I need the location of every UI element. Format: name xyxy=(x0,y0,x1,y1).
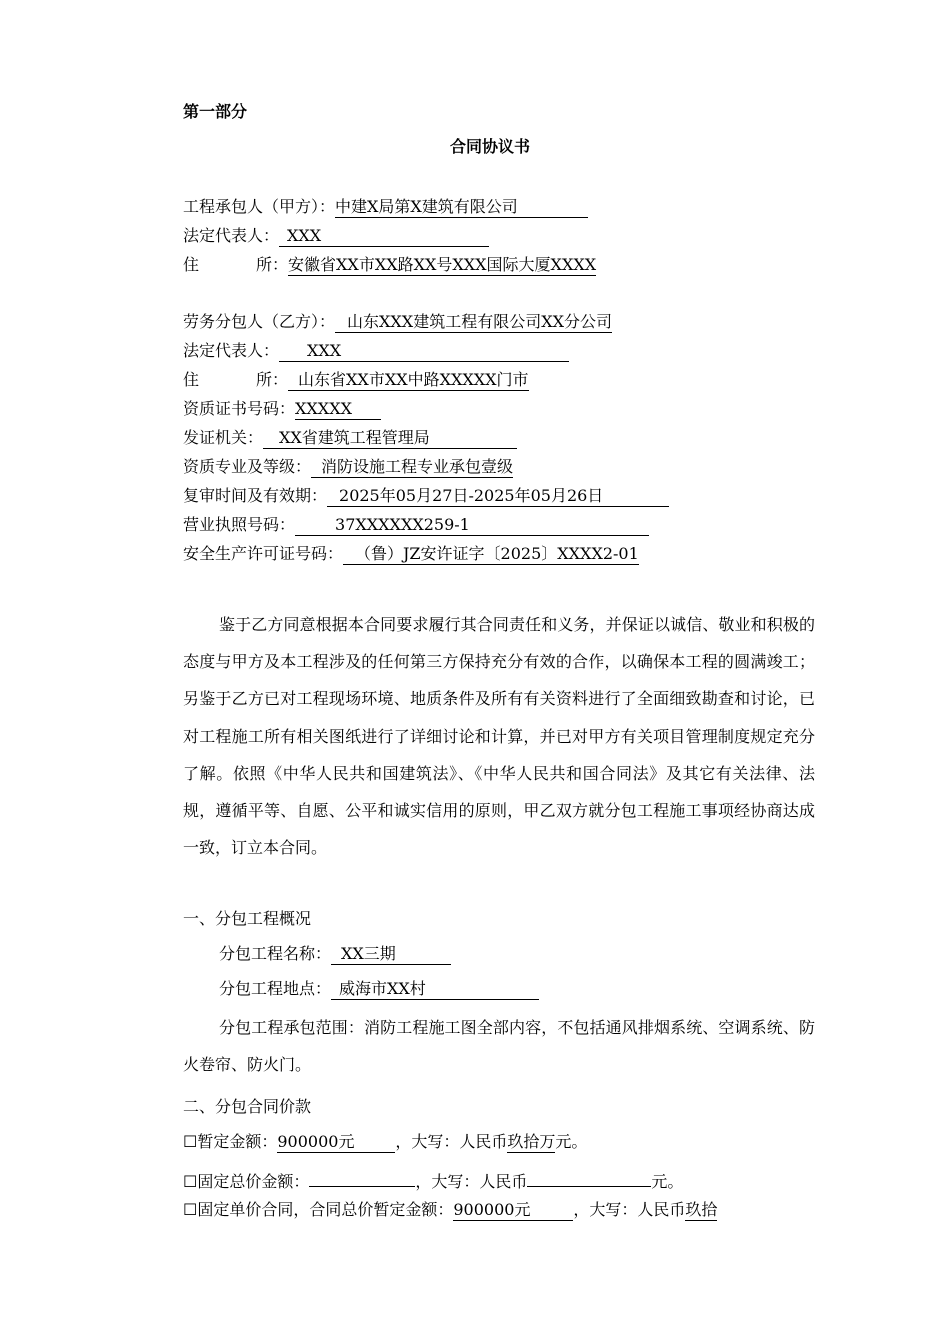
party-b-review-label: 复审时间及有效期： xyxy=(183,486,328,505)
section2-heading: 二、分包合同价款 xyxy=(183,1097,312,1116)
party-b-issuer-label: 发证机关： xyxy=(183,428,264,447)
opt1-mid: ，大写：人民币 xyxy=(395,1132,508,1151)
price-option-1 xyxy=(183,1132,587,1153)
party-b-issuer: XX省建筑工程管理局 xyxy=(263,429,517,449)
party-b-safety-line xyxy=(183,544,639,565)
party-b-license: 37XXXXXX259-1 xyxy=(295,516,649,536)
party-a-rep-line xyxy=(183,226,489,247)
opt1-amount: 900000元 xyxy=(277,1133,395,1153)
preamble-paragraph: 鉴于乙方同意根据本合同要求履行其合同责任和义务，并保证以诚信、敬业和积极的态度与甲方及本工程涉及的任何第三方保持充分有效的合作，以确保本工程的圆满竣工；另鉴于乙方已对工程现场环境、地质条件及所有有关资料进行了全面细致勘查和讨论，已对工程施工所有相关图纸进行了详细讨论和计算，并已对甲方有关项目管理制度规定充分了解。依照《中华人民共和国建筑法》、《中华人民共和国合同法》及其它有关法律、法规，遵循平等、自愿、公平和诚实信用的原则，甲乙双方就分包工程施工事项经协商达成一致，订立本合同。 xyxy=(183,615,815,858)
party-b-rep: XXX xyxy=(279,342,569,362)
opt2-words-blank xyxy=(527,1167,651,1187)
party-a-addr: 安徽省XX市XX路XX号XXX国际大厦XXXX xyxy=(288,255,597,274)
party-b-qual-line xyxy=(183,457,513,478)
party-b-qual: 消防设施工程专业承包壹级 xyxy=(311,458,513,478)
price-option-3 xyxy=(183,1200,717,1221)
opt3-amount: 900000元 xyxy=(453,1201,573,1221)
party-b-line xyxy=(183,312,612,333)
party-b-safety: （鲁）JZ安许证字〔2025〕XXXX2-01 xyxy=(343,545,639,565)
sub-project-loc: 威海市XX村 xyxy=(331,980,539,1000)
section1-heading: 一、分包工程概况 xyxy=(183,909,312,928)
opt1-end: 元。 xyxy=(555,1132,588,1151)
party-b-qual-label: 资质专业及等级： xyxy=(183,457,312,476)
opt1-label: 暂定金额： xyxy=(197,1132,278,1151)
party-b-review: 2025年05月27日-2025年05月26日 xyxy=(327,487,669,507)
sub-project-loc-label: 分包工程地点： xyxy=(219,979,332,998)
party-b-issuer-line xyxy=(183,428,517,449)
party-a-addr-label-1: 住 xyxy=(183,255,200,274)
party-b-rep-label: 法定代表人： xyxy=(183,341,280,360)
party-a-addr-label-2: 所： xyxy=(256,255,289,274)
sub-project-name: XX三期 xyxy=(331,945,451,965)
sub-project-scope: 分包工程承包范围：消防工程施工图全部内容，不包括通风排烟系统、空调系统、防火卷帘、防火门。 xyxy=(183,1018,815,1075)
party-a-label: 工程承包人（甲方）： xyxy=(183,197,336,216)
opt3-label: 固定单价合同，合同总价暂定金额： xyxy=(197,1200,454,1219)
party-b-cert-label: 资质证书号码： xyxy=(183,399,296,418)
party-a-rep: XXX xyxy=(279,227,489,247)
party-b-name: 山东XXX建筑工程有限公司XX分公司 xyxy=(335,313,612,333)
party-b-safety-label: 安全生产许可证号码： xyxy=(183,544,344,563)
opt2-amount-blank xyxy=(309,1167,415,1187)
party-b-rep-line xyxy=(183,341,569,362)
price-option-2 xyxy=(183,1167,683,1192)
party-a-addr-line xyxy=(183,255,596,276)
party-b-cert-no: XXXXX xyxy=(295,400,381,420)
party-b-addr-label-2: 所： xyxy=(256,370,289,389)
part-title: 第一部分 xyxy=(183,102,248,121)
opt3-words: 玖拾 xyxy=(685,1200,718,1219)
checkbox-icon[interactable]: ☐ xyxy=(183,1200,198,1219)
party-a-name: 中建X局第X建筑有限公司 xyxy=(335,198,588,218)
opt2-label: 固定总价金额： xyxy=(197,1172,310,1191)
party-b-addr-line xyxy=(183,370,529,391)
party-b-label: 劳务分包人（乙方）： xyxy=(183,312,336,331)
opt2-mid: ，大写：人民币 xyxy=(415,1172,528,1191)
opt2-end: 元。 xyxy=(651,1172,684,1191)
checkbox-icon[interactable]: ☐ xyxy=(183,1172,198,1191)
opt1-words: 玖拾万 xyxy=(507,1132,556,1151)
sub-project-name-line xyxy=(219,944,451,965)
sub-project-name-label: 分包工程名称： xyxy=(219,944,332,963)
party-b-review-line xyxy=(183,486,669,507)
party-b-license-label: 营业执照号码： xyxy=(183,515,296,534)
sub-project-loc-line xyxy=(219,979,539,1000)
opt3-mid: ，大写：人民币 xyxy=(573,1200,686,1219)
checkbox-icon[interactable]: ☐ xyxy=(183,1132,198,1151)
party-a-rep-label: 法定代表人： xyxy=(183,226,280,245)
doc-title: 合同协议书 xyxy=(450,137,531,156)
party-b-addr-label-1: 住 xyxy=(183,370,200,389)
party-a-line xyxy=(183,197,588,218)
party-b-license-line xyxy=(183,515,649,536)
party-b-cert-line xyxy=(183,399,381,420)
party-b-addr: 山东省XX市XX中路XXXXX门市 xyxy=(288,371,529,391)
